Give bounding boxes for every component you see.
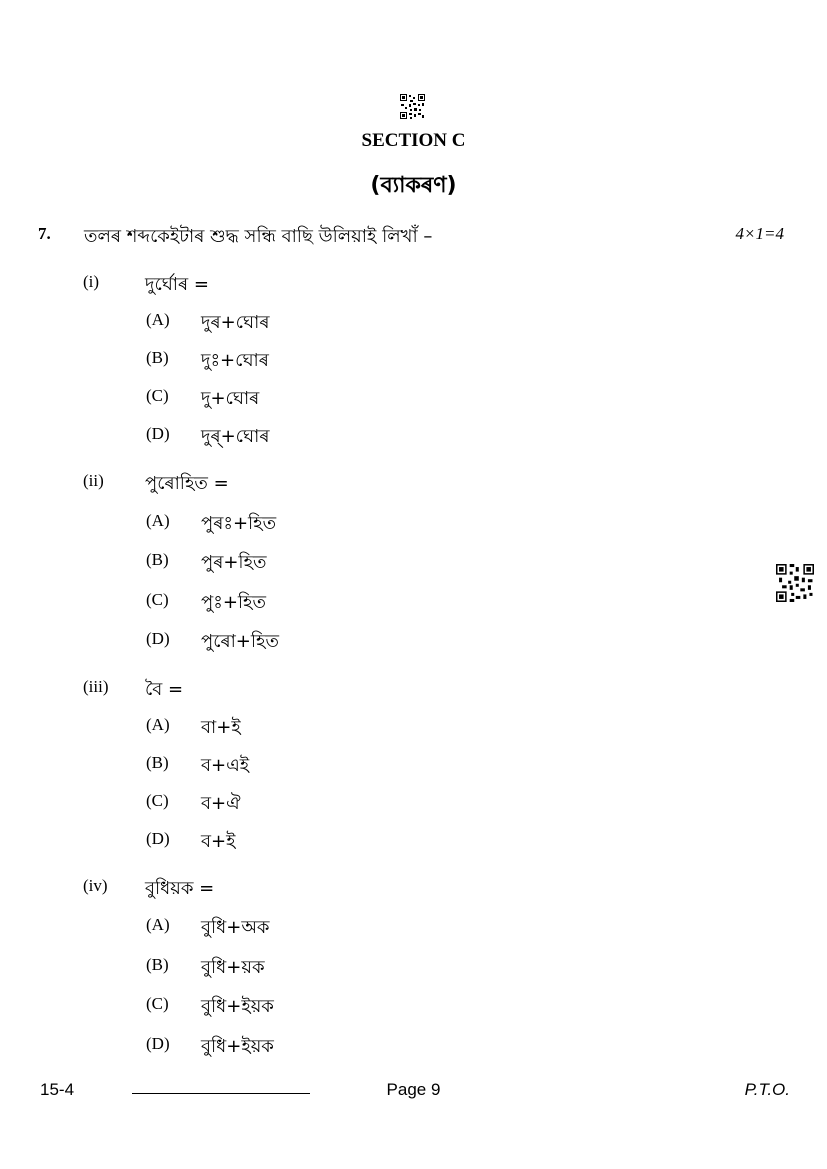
option-text: পুৰো+হিত	[201, 631, 279, 652]
question-number: 7.	[38, 224, 51, 243]
option-label: (A)	[146, 511, 170, 530]
question-text: তলৰ শব্দকেইটাৰ শুদ্ধ সন্ধি বাছি উলিয়াই লিখাঁ –	[84, 226, 433, 247]
option-text: দুঃ+ঘোৰ	[201, 350, 269, 371]
option-label: (C)	[146, 386, 169, 405]
subquestion-label: (iii)	[83, 677, 109, 696]
option-text: বা+ই	[201, 717, 241, 738]
option-label: (C)	[146, 994, 169, 1013]
option-label: (A)	[146, 715, 170, 734]
option-label: (D)	[146, 1034, 170, 1053]
subquestion-label: (ii)	[83, 471, 104, 490]
option-text: পুৰঃ+হিত	[201, 513, 277, 534]
subquestion-word: পুৰোহিত =	[145, 473, 229, 494]
option-label: (C)	[146, 791, 169, 810]
qr-code-icon	[776, 564, 814, 602]
option-text: দুৰ+ঘোৰ	[201, 312, 270, 333]
option-label: (A)	[146, 915, 170, 934]
option-text: দুৰ্+ঘোৰ	[201, 426, 270, 447]
option-label: (A)	[146, 310, 170, 329]
subquestion-word: বুধিয়ক =	[145, 878, 215, 899]
option-text: পুঃ+হিত	[201, 592, 267, 613]
option-text: বুধি+অক	[201, 917, 270, 938]
section-title: SECTION C	[361, 130, 466, 151]
option-text: ব+ই	[201, 831, 236, 852]
question-marks: 4×1=4	[735, 224, 784, 243]
option-text: দু+ঘোৰ	[201, 388, 260, 409]
option-text: বুধি+ইয়ক	[201, 996, 274, 1017]
subquestion-label: (i)	[83, 272, 100, 291]
option-label: (D)	[146, 629, 170, 648]
option-label: (B)	[146, 550, 169, 569]
footer-pto: P.T.O.	[744, 1080, 790, 1099]
option-text: ব+এই	[201, 755, 250, 776]
option-label: (D)	[146, 424, 170, 443]
subquestion-word: বৈ =	[145, 679, 184, 700]
footer-paper-code: 15-4	[40, 1080, 75, 1099]
option-label: (C)	[146, 590, 169, 609]
option-label: (D)	[146, 829, 170, 848]
section-subtitle: (ব্যাকৰণ)	[370, 173, 457, 198]
page-number: Page 9	[386, 1080, 441, 1099]
subquestion-label: (iv)	[83, 876, 108, 895]
qr-code-icon	[400, 94, 425, 119]
option-text: বুধি+য়ক	[201, 957, 265, 978]
subquestion-word: দুৰ্ঘোৰ =	[145, 274, 209, 295]
option-text: ব+ঐ	[201, 793, 241, 814]
option-text: পুৰ+হিত	[201, 552, 267, 573]
option-label: (B)	[146, 348, 169, 367]
option-label: (B)	[146, 955, 169, 974]
option-text: বুধি+ইয়ক	[201, 1036, 274, 1057]
option-label: (B)	[146, 753, 169, 772]
